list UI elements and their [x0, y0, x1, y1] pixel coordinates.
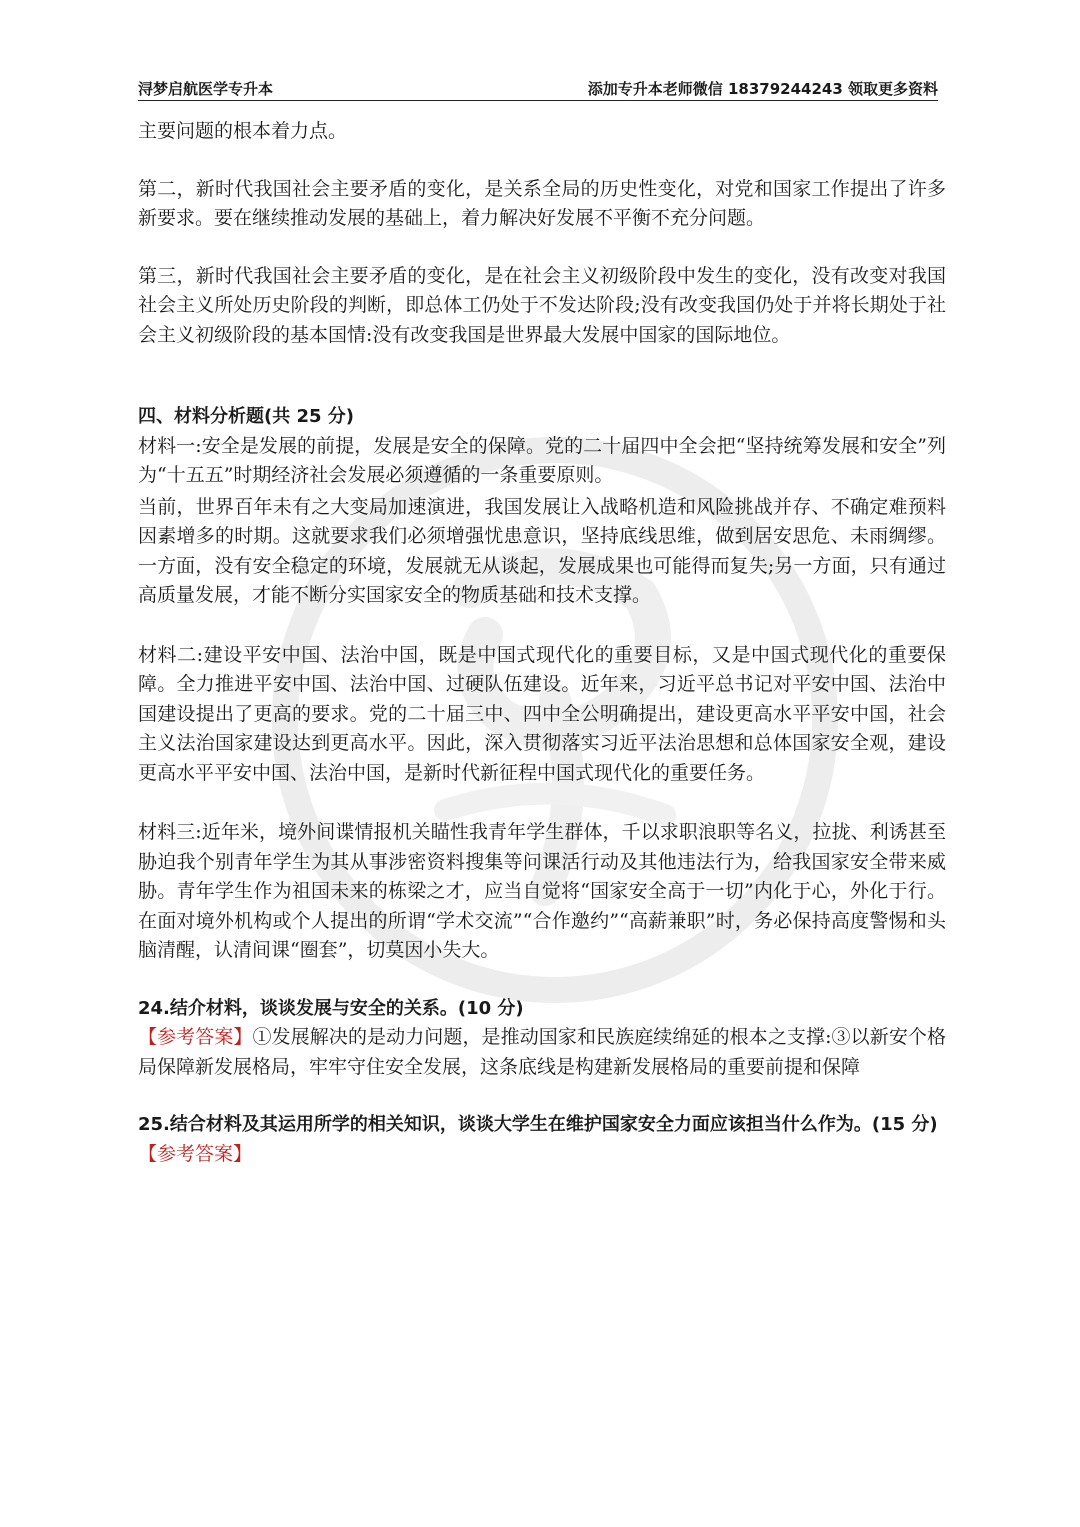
- material-2: 材料二:建设平安中国、法治中国，既是中国式现代化的重要目标，又是中国式现代化的重要保障。全力推进平安中国、法治中国、过硬队伍建设。近年来，习近平总书记对平安中国、法治中国建设提出了更高的要求。党的二十届三中、四中全公明确提出，建设更高水平平安中国，社会主义法治国家建设达到更高水平。因此，深入贯彻落实习近平法治思想和总体国家安全观，建设更高水平平安中国、法治中国，是新时代新征程中国式现代化的重要任务。: [138, 643, 946, 784]
- question-24-answer: [138, 1023, 946, 1082]
- paragraph-second: 第二，新时代我国社会主要矛盾的变化，是关系全局的历史性变化，对党和国家工作提出了许多新要求。要在继续推动发展的基础上，着力解决好发展不平衡不充分问题。: [138, 177, 946, 229]
- answer-label: 【参考答案】: [138, 1142, 253, 1165]
- document-body: [138, 117, 946, 1169]
- page-header: [138, 78, 938, 101]
- material-1-intro: 材料一:安全是发展的前提，发展是安全的保障。党的二十届四中全会把“坚持统筹发展和安全”列为“十五五”时期经济社会发展必须遵循的一条重要原则。: [138, 434, 946, 486]
- question-24-title: 24.结介材料，谈谈发展与安全的关系。(10 分): [138, 997, 524, 1019]
- material-1-body: 当前，世界百年未有之大变局加速演进，我国发展让入战略机造和风险挑战并存、不确定难预料因素增多的时期。这就要求我们必须增强忧患意识，坚持底线思维，做到居安思危、未雨绸缪。一方面，没有安全稳定的环境，发展就无从谈起，发展成果也可能得而复失;另一方面，只有通过高质量发展，才能不断分实国家安全的物质基础和技术支撑。: [138, 495, 946, 606]
- answer-label: 【参考答案】: [138, 1026, 253, 1048]
- material-3: 材料三:近年米，境外间谍情报机关瞄性我青年学生群体，千以求职浪职等名义，拉拢、利诱甚至胁迫我个别青年学生为其从事涉密资料搜集等问课活行动及其他违法行为，给我国家安全带来威胁。青年学生作为祖国未来的栋梁之才，应当自觉将“国家安全高于一切”内化于心，外化于行。在面对境外机构或个人提出的所谓“学术交流”“合作邀约”“高薪兼职”时，务必保持高度警惕和头脑清醒，认清间课“圈套”，切莫因小失大。: [138, 821, 946, 961]
- question-25-answer: [138, 1140, 946, 1170]
- section-4-title: 四、材料分析题(共 25 分): [138, 406, 355, 427]
- header-contact: 添加专升本老师微信 18379244243 领取更多资料: [587, 80, 938, 98]
- header-brand: 浔梦启航医学专升本: [138, 80, 274, 98]
- paragraph-continuation: 主要问题的根本着力点。: [138, 120, 348, 142]
- paragraph-third: 第三，新时代我国社会主要矛盾的变化，是在社会主义初级阶段中发生的变化，没有改变对我国社会主义所处历史阶段的判断，即总体工仍处于不发达阶段;没有改变我国仍处于并将长期处于社会主义初级阶段的基本国情:没有改变我国是世界最大发展中国家的国际地位。: [138, 264, 946, 346]
- answer-text: ①发展解决的是动力问题，是推动国家和民族庭续绵延的根本之支撑:③以新安个格局保障新发展格局，牢牢守住安全发展，这条底线是构建新发展格局的重要前提和保障: [138, 1026, 946, 1078]
- question-25-title: 25.结合材料及其运用所学的相关知识，谈谈大学生在维护国家安全力面应该担当什么作为。(15 分): [138, 1114, 938, 1135]
